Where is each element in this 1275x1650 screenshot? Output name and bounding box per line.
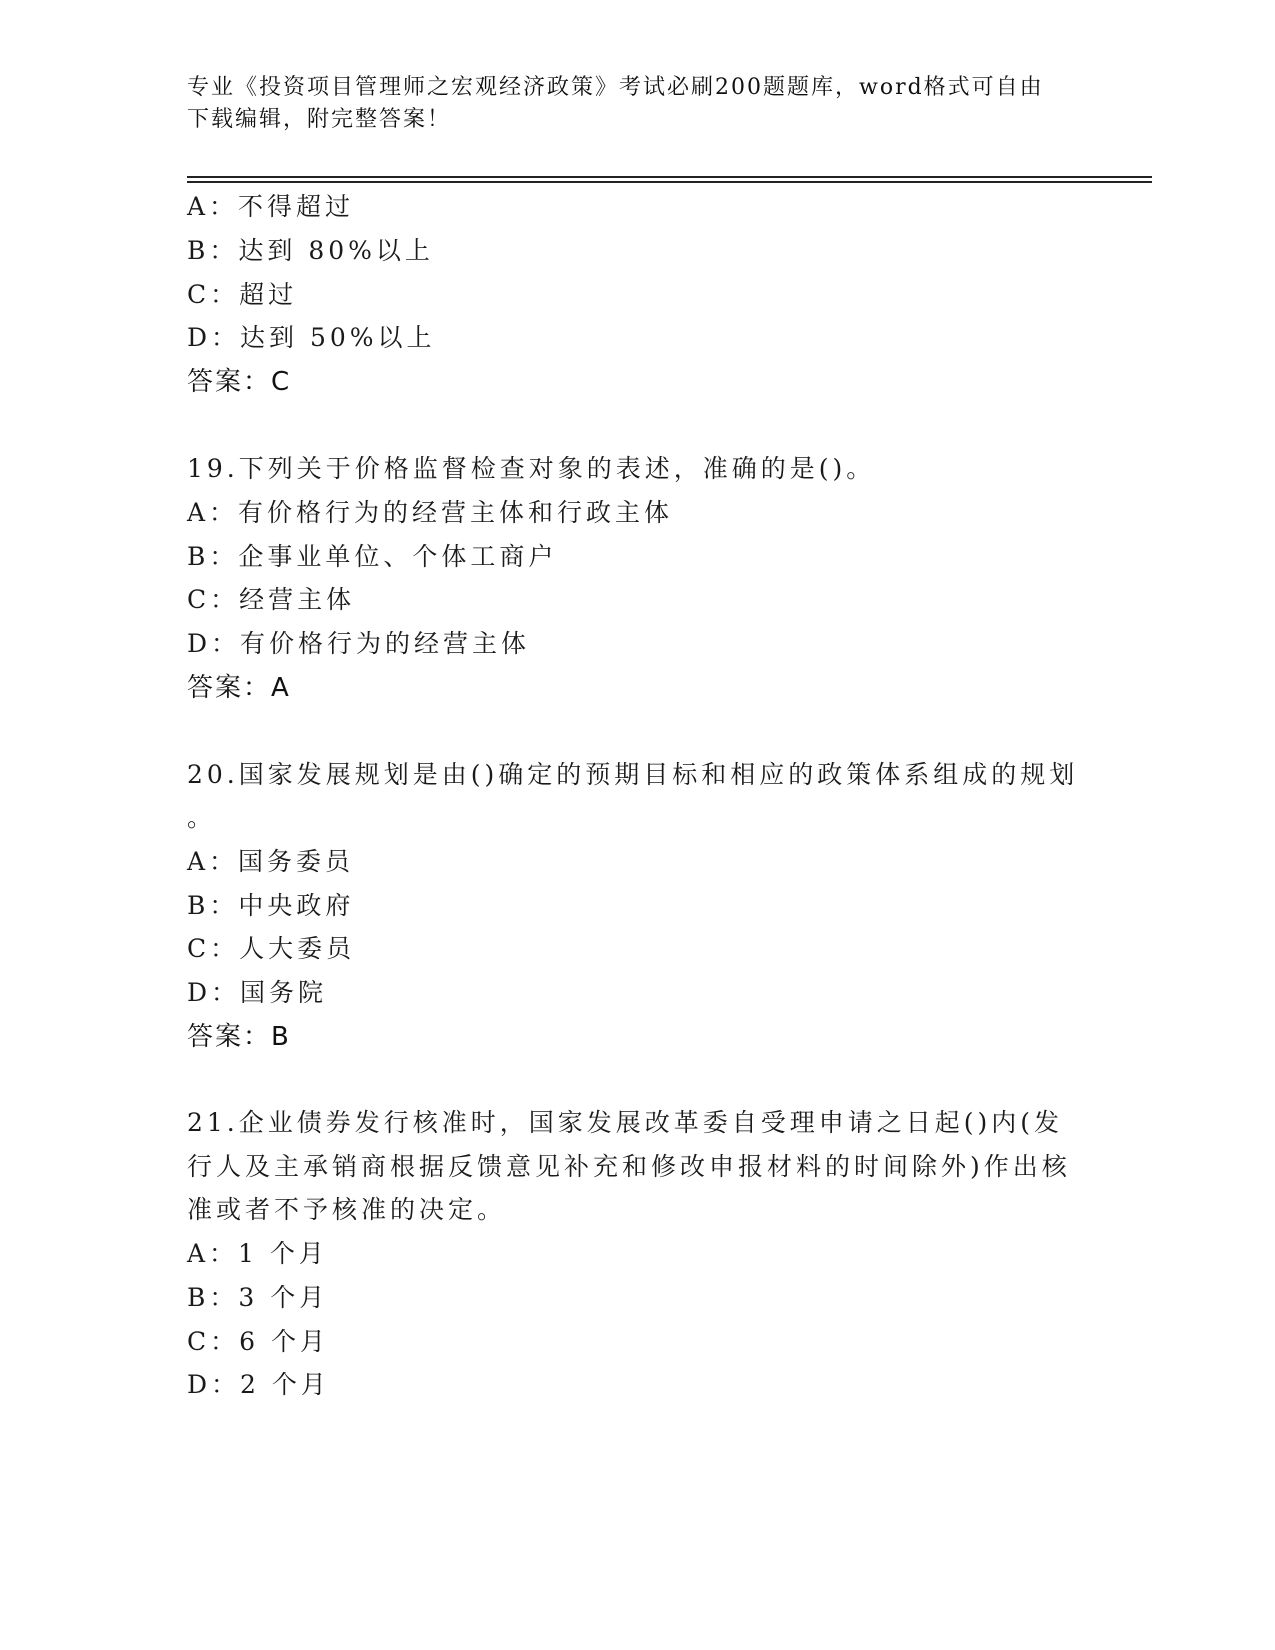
header-line-1: 专业《投资项目管理师之宏观经济政策》考试必刷200题题库，word格式可自由 (187, 75, 1044, 100)
q20-option-a: A：国务委员 (187, 847, 355, 876)
q19-answer: 答案：A (187, 673, 291, 703)
q18-answer: 答案：C (187, 367, 292, 397)
q18-option-c: C：超过 (187, 280, 298, 309)
q21-stem-line-3: 准或者不予核准的决定。 (187, 1195, 507, 1224)
q20-option-c: C：人大委员 (187, 934, 356, 963)
q19-option-c: C：经营主体 (187, 585, 356, 614)
q19-option-d: D：有价格行为的经营主体 (187, 629, 531, 658)
header-divider-bottom (187, 181, 1152, 183)
header-divider-top (187, 176, 1152, 178)
q21-stem-line-2: 行人及主承销商根据反馈意见补充和修改申报材料的时间除外)作出核 (187, 1152, 1071, 1181)
q18-option-b: B：达到 80%以上 (187, 236, 434, 265)
q19-option-b: B：企事业单位、个体工商户 (187, 542, 558, 571)
q21-option-d: D：2 个月 (187, 1370, 330, 1399)
q20-answer: 答案：B (187, 1022, 291, 1052)
q19-stem: 19.下列关于价格监督检查对象的表述，准确的是()。 (187, 454, 876, 483)
q21-option-a: A：1 个月 (187, 1239, 328, 1268)
q20-stem-line-1: 20.国家发展规划是由()确定的预期目标和相应的政策体系组成的规划 (187, 760, 1079, 789)
q18-option-d: D：达到 50%以上 (187, 323, 436, 352)
q18-option-a: A：不得超过 (187, 192, 355, 221)
q20-option-b: B：中央政府 (187, 891, 355, 920)
q21-option-c: C：6 个月 (187, 1327, 329, 1356)
q20-stem-line-2: 。 (187, 803, 217, 832)
header-line-2: 下载编辑，附完整答案！ (187, 107, 452, 132)
document-header (187, 72, 1067, 136)
q21-option-b: B：3 个月 (187, 1283, 329, 1312)
q19-option-a: A：有价格行为的经营主体和行政主体 (187, 498, 674, 527)
q20-option-d: D：国务院 (187, 978, 328, 1007)
q21-stem-line-1: 21.企业债券发行核准时，国家发展改革委自受理申请之日起()内(发 (187, 1108, 1064, 1137)
